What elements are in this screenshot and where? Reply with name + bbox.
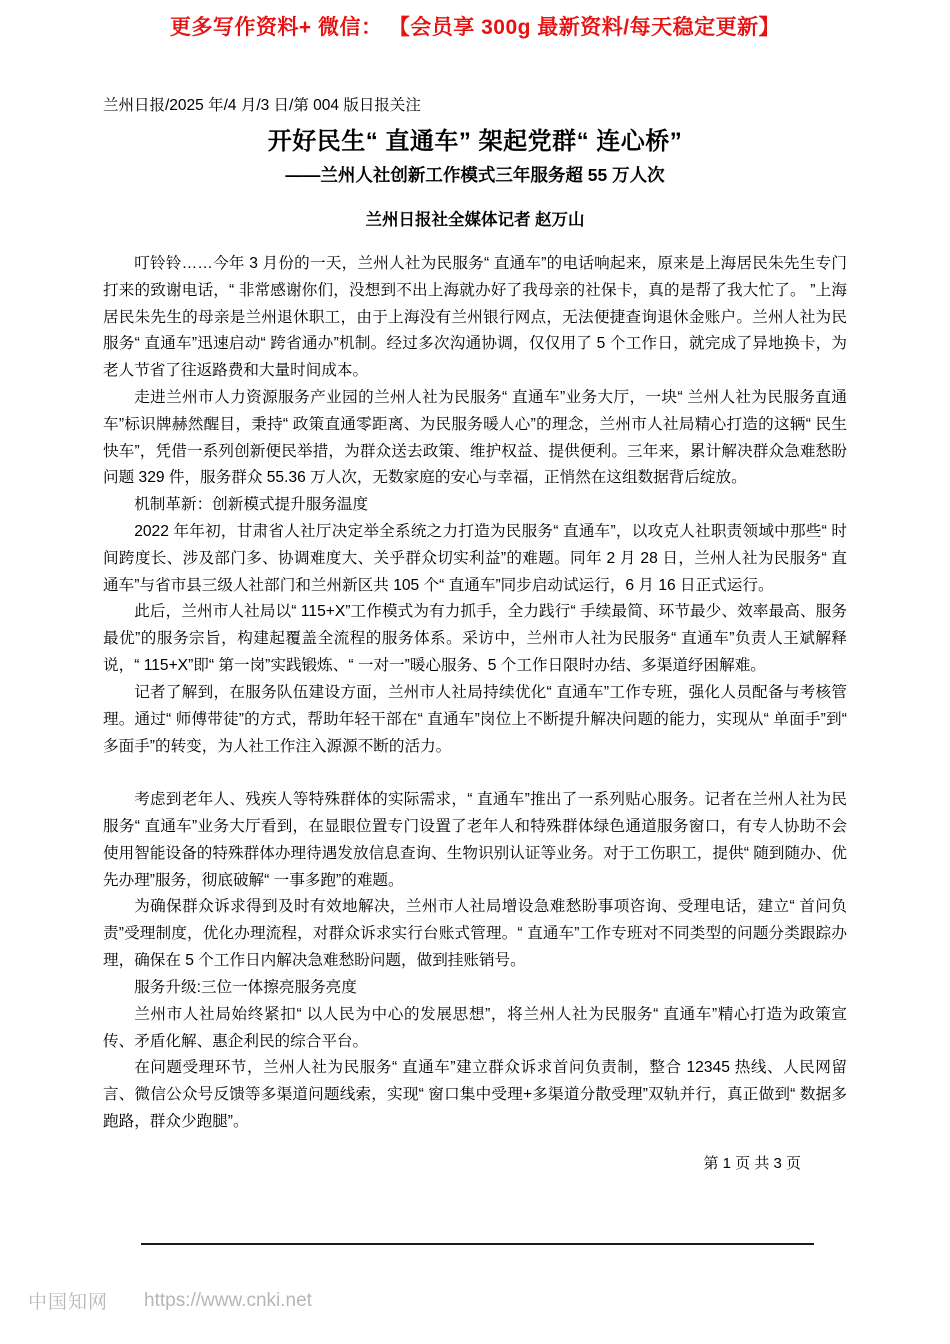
body-paragraph: 兰州市人社局始终紧扣“ 以人民为中心的发展思想”，将兰州人社为民服务“ 直通车”精心打造为政策宣传、矛盾化解、惠企利民的综合平台。 [103,1005,847,1050]
body-paragraph: 此后，兰州市人社局以“ 115+X”工作模式为有力抓手，全力践行“ 手续最简、环节最少、效率最高、服务最优”的服务宗旨，构建起覆盖全流程的服务体系。采访中，兰州市人社为民服务“ 直通车”负责人王斌解释说，“ 115+X”即“ 第一岗”实践锻炼、“ 一对一”暖心服务、5 个工作日限时办结、多渠道纾困解难。 [103,603,847,675]
body-paragraph: 叮铃铃……今年 3 月份的一天，兰州人社为民服务“ 直通车”的电话响起来，原来是上海居民朱先生专门打来的致谢电话，“ 非常感谢你们，没想到不出上海就办好了我母亲的社保卡，真的是帮了我大忙了。 ”上海居民朱先生的母亲是兰州退休职工，由于上海没有兰州银行网点，无法便捷查询退休金账户。兰州人社为民服务“ 直通车”迅速启动“ 跨省通办”机制。经过多次沟通协调，仅仅用了 5 个工作日，就完成了异地换卡，为老人节省了往返路费和大量时间成本。 [103,254,847,380]
cnki-watermark [28,1287,312,1314]
article-subtitle: ——兰州人社创新工作模式三年服务超 55 万人次 [285,164,665,185]
cnki-logo-text: 中国知网 [28,1292,109,1313]
promo-banner [0,0,950,41]
body-paragraph: 走进兰州市人力资源服务产业园的兰州人社为民服务“ 直通车”业务大厅，一块“ 兰州人社为民服务直通车”标识牌赫然醒目，秉持“ 政策直通零距离、为民服务暖人心”的理念，兰州市人社局精心打造的这辆“ 民生快车”，凭借一系列创新便民举措，为群众送去政策、维护权益、提供便利。三年来，累计解决群众急难愁盼问题 329 件，服务群众 55.36 万人次，无数家庭的安心与幸福，正悄然在这组数据背后绽放。 [103,388,847,487]
article-title: 开好民生“ 直通车” 架起党群“ 连心桥” [267,128,683,156]
body-paragraph: 记者了解到，在服务队伍建设方面，兰州市人社局持续优化“ 直通车”工作专班，强化人员配备与考核管理。通过“ 师傅带徒”的方式，帮助年轻干部在“ 直通车”岗位上不断提升解决问题的能力，实现从“ 单面手”到“ 多面手”的转变，为人社工作注入源源不断的活力。 [103,683,847,755]
section-subheading: 服务升级:三位一体擦亮服务亮度 [134,978,357,996]
body-paragraph: 2022 年年初，甘肃省人社厅决定举全系统之力打造为民服务“ 直通车”，以攻克人社职责领域中那些“ 时间跨度长、涉及部门多、协调难度大、关乎群众切实利益”的难题。同年 2 月 28 日，兰州人社为民服务“ 直通车”与省市县三级人社部门和兰州新区共 105 个“ 直通车”同步启动试运行，6 月 16 日正式运行。 [103,523,847,594]
page-number-footer: 第 1 页 共 3 页 [703,1154,801,1172]
body-paragraph: 在问题受理环节，兰州人社为民服务“ 直通车”建立群众诉求首问负责制，整合 12345 热线、人民网留言、微信公众号反馈等多渠道问题线索，实现“ 窗口集中受理+多渠道分散受理”双轨并行，真正做到“ 数据多跑路，群众少跑腿”。 [103,1059,847,1130]
article-body [103,251,847,1136]
document-sheet [103,41,847,1175]
source-citation-line: 兰州日报/2025 年/4 月/3 日/第 004 版日报关注 [103,97,421,115]
section-subheading: 机制革新：创新模式提升服务温度 [134,496,369,514]
body-paragraph: 考虑到老年人、残疾人等特殊群体的实际需求，“ 直通车”推出了一系列贴心服务。记者在兰州人社为民服务“ 直通车”业务大厅看到，在显眼位置专门设置了老年人和特殊群体绿色通道服务窗口，有专人协助不会使用智能设备的特殊群体办理待遇发放信息查询、生物识别认证等业务。对于工伤职工，提供“ 随到随办、优先办理”服务，彻底破解“ 一事多跑”的难题。 [103,791,848,889]
cnki-url-text: https://www.cnki.net [144,1289,312,1311]
promo-banner-text: 更多写作资料+ 微信： 【会员享 300g 最新资料/每天稳定更新】 [169,16,781,39]
body-paragraph: 为确保群众诉求得到及时有效地解决，兰州市人社局增设急难愁盼事项咨询、受理电话，建立“ 首问负责”受理制度，优化办理流程，对群众诉求实行台账式管理。“ 直通车”工作专班对不同类型的问题分类跟踪办理，确保在 5 个工作日内解决急难愁盼问题，做到挂账销号。 [103,898,847,970]
footer-divider [141,1243,814,1245]
article-byline: 兰州日报社全媒体记者 赵万山 [365,211,585,230]
